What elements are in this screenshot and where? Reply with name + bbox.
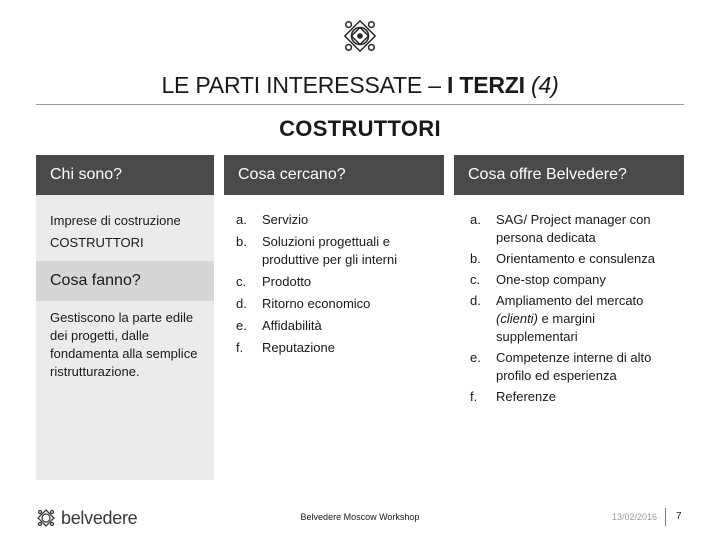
seek-list	[236, 211, 441, 361]
list-item-text: Reputazione	[262, 340, 335, 355]
who-line: COSTRUTTORI	[50, 235, 144, 250]
header-what: Cosa fanno?	[36, 261, 214, 301]
list-item	[470, 211, 680, 247]
list-marker: e.	[470, 350, 481, 365]
list-item-text: Prodotto	[262, 274, 312, 289]
list-marker: d.	[236, 296, 247, 311]
list-marker: e.	[236, 318, 247, 333]
list-item-text: Orientamento e consulenza	[496, 251, 655, 266]
list-item-text: Servizio	[262, 212, 309, 227]
list-item	[470, 250, 680, 268]
footer-divider	[665, 508, 666, 526]
list-item-text: Ritorno economico	[262, 296, 371, 311]
title-divider	[36, 104, 684, 105]
list-item-text: Affidabilità	[262, 318, 322, 333]
text-part: e margini supplementari	[496, 311, 595, 344]
title-bold: I TERZI	[447, 72, 525, 98]
text-italic: (clienti)	[496, 311, 538, 326]
list-marker: f.	[470, 389, 478, 404]
list-item-text: One-stop company	[496, 272, 606, 287]
page-number: 7	[676, 511, 682, 522]
list-item	[236, 273, 441, 291]
list-marker: c.	[470, 272, 481, 287]
what-text: Gestiscono la parte edile dei progetti, dalle fondamenta alla semplice ristrutturazione.	[50, 310, 198, 379]
list-item-text: Soluzioni progettuali e produttive per gli interni	[262, 234, 398, 267]
who-text	[50, 210, 210, 254]
list-item	[470, 292, 680, 346]
footer-date: 13/02/2016	[612, 512, 658, 522]
list-item	[470, 271, 680, 289]
header-offer: Cosa offre Belvedere?	[454, 155, 684, 195]
list-item-text: Referenze	[496, 389, 556, 404]
header-who: Chi sono?	[36, 155, 214, 195]
list-marker: d.	[470, 293, 481, 308]
offer-list	[470, 211, 680, 409]
title-prefix: LE PARTI INTERESSATE –	[161, 72, 447, 98]
list-marker: c.	[236, 274, 247, 289]
list-item	[236, 317, 441, 335]
footer-event: Belvedere Moscow Workshop	[300, 512, 420, 522]
title-suffix: (4)	[531, 72, 559, 98]
list-item	[470, 388, 680, 406]
list-item	[236, 233, 441, 269]
list-item-text: SAG/ Project manager con persona dedicata	[496, 212, 651, 245]
who-line: Imprese di costruzione	[50, 213, 181, 228]
text-part: Ampliamento del mercato	[496, 293, 644, 308]
list-item	[470, 349, 680, 385]
list-item	[236, 211, 441, 229]
slide-title	[0, 72, 720, 99]
list-item-text: Competenze interne di alto profilo ed esperienza	[496, 350, 652, 383]
list-item	[236, 295, 441, 313]
list-marker: b.	[236, 234, 247, 249]
list-marker: b.	[470, 251, 481, 266]
list-marker: a.	[470, 212, 481, 227]
header-seek: Cosa cercano?	[224, 155, 444, 195]
list-marker: f.	[236, 340, 244, 355]
list-item	[236, 339, 441, 357]
list-item-text	[496, 293, 643, 344]
footer-brand: belvedere	[61, 507, 138, 528]
ornament-logo-icon	[341, 17, 379, 55]
slide-subtitle: COSTRUTTORI	[279, 116, 441, 141]
list-marker: a.	[236, 212, 247, 227]
